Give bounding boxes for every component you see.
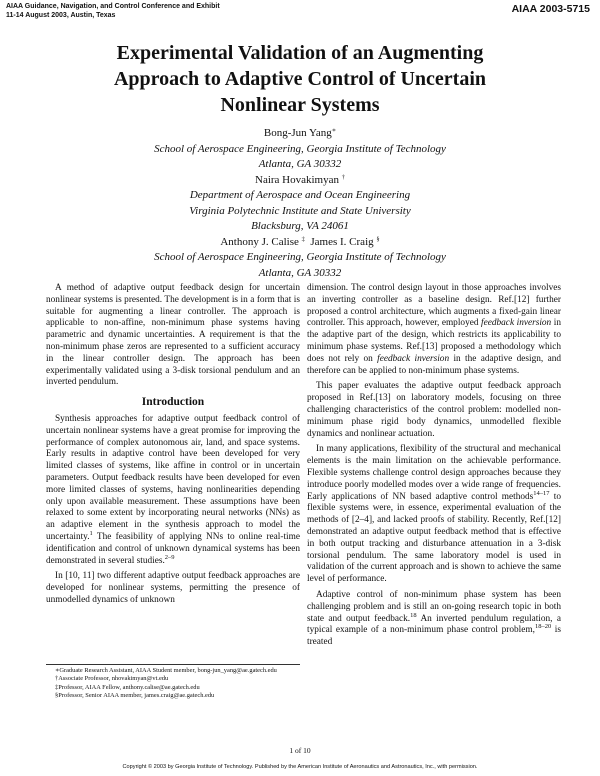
- author-3-name: Anthony J. Calise: [220, 235, 299, 248]
- conference-line-2: 11-14 August 2003, Austin, Texas: [6, 11, 116, 19]
- author-2-mark: †: [341, 173, 345, 181]
- author-1-mark: ∗: [331, 127, 337, 134]
- right-paragraph-3: In many applications, flexibility of the structural and mechanical elements is the main limitation on the achievable performance. Flexible systems challenge control design approaches because they introduce poorly modelled modes over a wide range of frequencies. Early applications of NN based adaptive control methods$^{14-17}$ to flexible systems were, in essence, experimental evaluation of the methods of [2–4], and lacked proofs of stability. Recently, Ref.[12] demonstrated an adaptive output feedback method that is effective in both output tracking and disturbance attenuation in a 3-disk torsional pendulum. The same laboratory model is used in validation of the current approach and is shown to achieve the same level of performance.: [307, 444, 562, 585]
- abstract: A method of adaptive output feedback design for uncertain nonlinear systems is presented. The development is in a form that is suitable for augmenting a linear controller. The approach is applicable to non-affine, non-minimum phase systems having parametric and dynamic uncertainties. A requirement is that the non-minimum phase zeros are represented to a sufficient accuracy in the linear controller design. The approach has been experimentally validated using a 3-disk torsional pendulum and an inverted pendulum.: [46, 283, 300, 388]
- conference-header: [6, 3, 220, 20]
- author-1: [60, 126, 540, 142]
- author-2: [60, 173, 540, 189]
- authors-3-4: [60, 235, 540, 251]
- intro-paragraph-2: In [10, 11] two different adaptive output feedback approaches are developed for nonlinear systems, permitting the presence of unmodelled dynamics of unknown: [46, 571, 300, 605]
- affiliation-3-line-1: School of Aerospace Engineering, Georgia Institute of Technology: [154, 251, 446, 263]
- right-paragraph-4: Adaptive control of non-minimum phase system has been challenging problem and is still an on-going research topic in both state and output feedback.$^{18}$ An inverted pendulum regulation, a typical example of a non-minimum phase control problem,$^{18-20}$ is treated: [307, 589, 561, 648]
- footnote-3: ‡Professor, AIAA Fellow, anthony.calise@ae.gatech.edu: [55, 683, 200, 691]
- title-line-1: Experimental Validation of an Augmenting: [116, 42, 484, 64]
- affiliation-1-line-2: Atlanta, GA 30332: [258, 158, 342, 170]
- left-column: [46, 283, 300, 607]
- footnote-4: §Professor, Senior AIAA member, james.craig@ae.gatech.edu: [55, 691, 215, 699]
- introduction-heading: Introduction: [141, 396, 205, 409]
- author-block: [60, 126, 540, 281]
- right-column: [307, 283, 561, 649]
- conference-line-1: AIAA Guidance, Navigation, and Control Conference and Exhibit: [6, 3, 220, 10]
- page-number: 1 of 10: [289, 746, 311, 755]
- intro-paragraph-1: Synthesis approaches for adaptive output feedback control of uncertain nonlinear systems have a great promise for improving the performance of complex autonomous air, land, and space systems. Early results in adaptive control have been developed for very limited classes of systems, like affine in control or in uncertain parameters. Output feedback results have been developed for even more limited classes of systems, having nonlinearities depending only upon available measurement. These assumptions have been relaxed to some extent by incorporating neural networks (NNs) as an adaptive element in the synthesis approach to model the uncertainty.$^1$ The feasibility of applying NNs to online real-time identification and control of unknown dynamical systems has been demonstrated in several studies.$^{2-9}$: [46, 413, 300, 566]
- author-2-name: Naira Hovakimyan: [255, 173, 339, 186]
- affiliation-1-line-1: School of Aerospace Engineering, Georgia Institute of Technology: [154, 142, 446, 155]
- affiliation-2-line-2: Virginia Polytechnic Institute and State University: [189, 204, 411, 217]
- author-1-name: Bong-Jun Yang: [263, 127, 332, 139]
- author-4-mark: §: [376, 235, 380, 243]
- footnote-1: ∗Graduate Research Assistant, AIAA Student member, bong-jun_yang@ae.gatech.edu: [55, 667, 277, 674]
- right-paragraph-1: dimension. The control design layout in those approaches involves an inverting controller as a baseline design. Ref.[12] further proposed a control architecture, which augments a fixed-gain linear controller. This approach, however, employed feedback inversion in the adaptive part of the design, which restricts its applicability to minimum phase systems. Ref.[13] proposed a methodology which does not rely on feedback inversion in the adaptive design, and therefore can be applied to non-minimum phase systems.: [307, 283, 561, 376]
- affiliation-3-line-2: Atlanta, GA 30332: [258, 266, 342, 279]
- author-3-mark: ‡: [301, 235, 305, 243]
- title-line-3: Nonlinear Systems: [220, 94, 380, 116]
- title-line-2: Approach to Adaptive Control of Uncertain: [113, 68, 487, 90]
- footnotes: [46, 664, 300, 700]
- paper-number: AIAA 2003-5715: [511, 3, 590, 15]
- copyright-notice: Copyright © 2003 by Georgia Institute of Technology. Published by the American Institute of Aeronautics and Astronautics, Inc., with permission.: [122, 764, 478, 770]
- paper-title: [60, 40, 540, 118]
- right-paragraph-2: This paper evaluates the adaptive output feedback approach proposed in Ref.[13] on laboratory models, focusing on three challenging characteristics of the control problem: modelled non-minimum phase rigid body dynamics, unmodelled flexible dynamics and nonlinear actuation.: [307, 381, 561, 439]
- affiliation-2-line-3: Blacksburg, VA 24061: [251, 220, 349, 232]
- footnote-2: †Associate Professor, nhovakimyan@vt.edu: [55, 675, 169, 683]
- affiliation-2-line-1: Department of Aerospace and Ocean Engineering: [189, 189, 411, 201]
- author-4-name: James I. Craig: [310, 235, 374, 248]
